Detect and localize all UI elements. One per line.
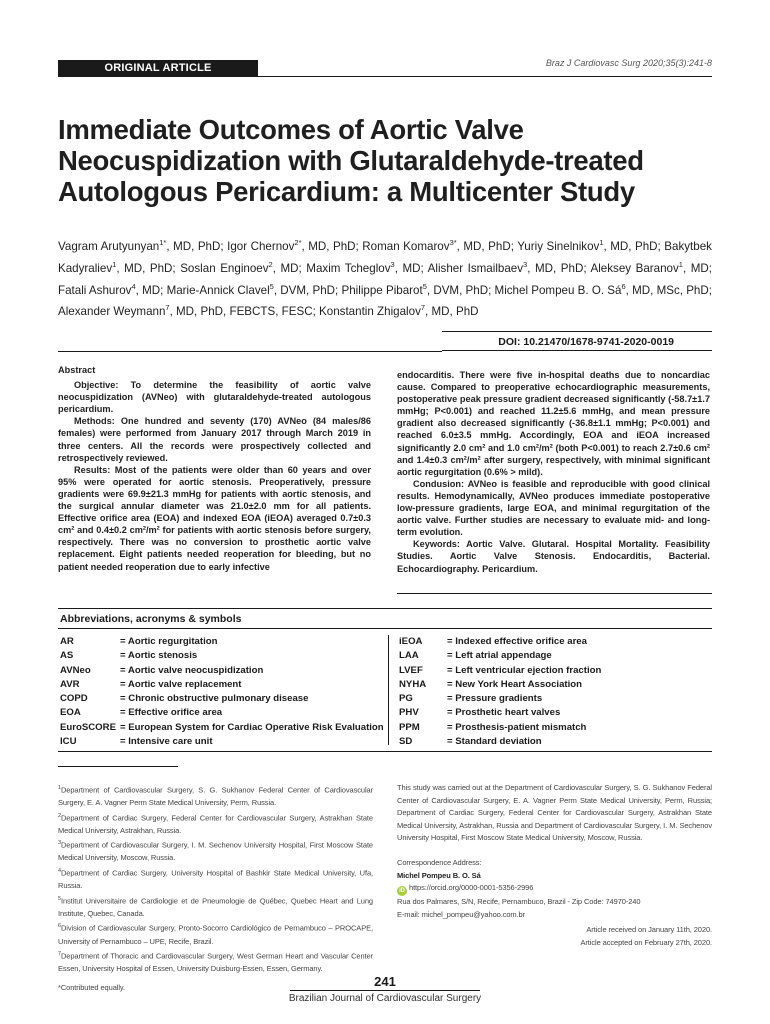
abbreviation-row: LAA = Left atrial appendage — [399, 650, 552, 662]
author-name: Yuriy Sinelnikov — [517, 239, 600, 253]
author-name: Alisher Ismailbaev — [427, 261, 524, 275]
affiliation-item: $^1$Department of Cardiovascular Surgery, S. G. Sukhanov Federal Center of Cardiovascular Surgery, E. A. Vagner Perm State Medical University, Perm, Russia. — [58, 785, 373, 808]
abstract-results: Results: Most of the patients were older than 60 years and over 95% were operated for aortic stenosis. Preoperatively, pressure gradients were 69.9±21.3 mmHg for patients with aortic stenosis, and the surgical annular diameter was 21.0±2.0 mm for all patients. Effective orifice area (EOA) and indexed EOA (iEOA) averaged 0.7±0.3 cm² and 0.4±0.2 cm²/m² for patients with aortic stenosis before surgery, respectively. There was no conversion to prosthetic aortic valve replacement. Eight patients needed reoperation for bleeding, but no patient needed reoperation due to early infective — [58, 464, 371, 572]
doi-link[interactable]: DOI: 10.21470/1678-9741-2020-0019 — [498, 336, 674, 348]
abbreviations-divider — [388, 635, 389, 745]
author-degrees: , MD; — [682, 261, 712, 275]
author-affiliation-number: 1 — [112, 259, 117, 269]
author-name: Maxim Tcheglov — [306, 261, 391, 275]
author-name: Marie-Annick Clavel — [166, 283, 270, 297]
footer-rule — [290, 990, 480, 991]
author-name: Aleksey Baranov — [590, 261, 679, 275]
author-entry — [362, 240, 517, 253]
author-affiliation-number: 1 — [678, 259, 683, 269]
author-name: Fatali Ashurov — [58, 283, 132, 297]
author-degrees: , MD, PhD, FEBCTS, FESC; — [169, 305, 320, 319]
author-affiliation-number: 7 — [165, 303, 170, 313]
author-affiliation-number: 5 — [269, 281, 274, 291]
doi-left-rule — [58, 351, 442, 352]
orcid-line[interactable] — [397, 882, 712, 896]
abbreviation-row: AS = Aortic stenosis — [60, 650, 198, 662]
author-degrees: , MD, PhD; — [301, 239, 363, 253]
author-name: Soslan Enginoev — [180, 261, 269, 275]
author-degrees: , MD, PhD — [425, 305, 479, 319]
abbreviation-row: PG = Pressure gradients — [399, 693, 543, 705]
affiliation-item: $^5$Institut Universitaire de Cardiologie et de Pneumologie de Québec, Quebec Heart and Lung Institute, Quebec, Canada. — [58, 895, 373, 918]
abstract-conclusion: Condusion: AVNeo is feasible and reproducible with good clinical results. Hemodynamically, AVNeo produces immediate postoperative low-pressure gradients, large EOA, and minimal regurgitation of the aortic valve. Further studies are necessary to evaluate mid- and long-term evolution. — [397, 478, 710, 538]
abbreviation-row: AVR = Aortic valve replacement — [60, 678, 242, 690]
abbreviation-row: EOA = Effective orifice area — [60, 707, 223, 719]
abbreviation-row: AVNeo = Aortic valve neocuspidization — [60, 664, 264, 676]
abbreviation-row: ICU = Intensive care unit — [60, 736, 213, 748]
abbreviation-row: AR = Aortic regurgitation — [60, 636, 218, 647]
affiliations-column — [58, 782, 373, 994]
author-affiliation-number: 5 — [422, 281, 427, 291]
author-degrees: , MD; — [272, 261, 307, 275]
author-name: Alexander Weymann — [58, 305, 166, 319]
abstract-left-column — [58, 364, 371, 573]
header-rule — [58, 76, 712, 77]
abbreviations-left-list — [60, 635, 384, 749]
author-affiliation-number: 2* — [294, 238, 302, 247]
author-entry — [494, 281, 712, 297]
footnote-rule — [58, 766, 178, 767]
abstract-methods: Methods: One hundred and seventy (170) AVNeo (84 males/86 females) were performed from January 2017 through March 2019 in three centers. All the records were prospectively collected and retrospectively reviewed. — [58, 416, 371, 463]
author-degrees: , MD, PhD; — [166, 239, 228, 253]
correspondence-email[interactable]: E-mail: michel_pompeu@yahoo.com.br — [397, 909, 526, 919]
author-entry — [319, 305, 478, 318]
author-degrees: , MD; — [394, 261, 428, 275]
author-entry — [517, 240, 664, 253]
author-entry — [58, 305, 319, 318]
abstract-results-continued: endocarditis. There were five in-hospital deaths due to noncardiac cause. Compared to preoperative echocardiographic measurements, postoperative peak pressure gradient decreased significantly (-58.7±1.7 mmHg; P<0.001) and reached 11.2±5.6 mmHg, and mean pressure gradient also decreased significantly (-36.8±1.1 mmHg; P<0.001) and reached 6.0±3.5 mmHg. Accordingly, EOA and iEOA increased significantly 2.0 cm² and 1.0 cm²/m² (both P<0.001) to reach 2.7±0.6 cm² and 1.4±0.3 cm²/m² after surgery, respectively, with minimal significant aortic regurgitation (0.6% > mild). — [397, 370, 710, 477]
author-degrees: , DVM, PhD; — [273, 283, 342, 297]
abstract-objective: Objective: To determine the feasibility of aortic valve neocuspidization (AVNeo) with glutaraldehyde-treated autologous pericardium. — [58, 380, 371, 415]
author-name: Konstantin Zhigalov — [319, 305, 421, 319]
affiliation-item: $^3$Department of Cardiovascular Surgery, I. M. Sechenov University Hospital, First Moscow State Medical University, Moscow, Russia. — [58, 840, 373, 863]
correspondence-address: Rua dos Palmares, S/N, Recife, Pernambuco, Brazil - Zip Code: 74970-240 — [397, 897, 641, 907]
abbreviations-right-list — [399, 635, 699, 749]
author-affiliation-number: 6 — [621, 281, 626, 291]
author-name: Philippe Pibarot — [341, 283, 423, 297]
abbreviation-row: EuroSCORE = European System for Cardiac Operative Risk Evaluation — [60, 721, 384, 733]
abbreviation-row: SD = Standard deviation — [399, 736, 542, 748]
author-entry — [427, 259, 591, 275]
correspondence-column — [397, 782, 712, 950]
correspondence-name: Michel Pompeu B. O. Sá — [397, 870, 481, 880]
author-name: Igor Chernov — [227, 239, 295, 253]
page-number: 241 — [374, 974, 396, 989]
author-entry — [227, 240, 362, 253]
author-affiliation-number: 3* — [449, 238, 457, 247]
abbreviation-row: PPM = Prosthesis-patient mismatch — [399, 721, 587, 733]
author-entry — [166, 281, 342, 297]
author-entry — [180, 259, 307, 275]
author-name: Roman Komarov — [362, 239, 450, 253]
author-name: Bakytbek Kadyraliev — [58, 239, 712, 275]
abbreviation-row: iEOA = Indexed effective orifice area — [399, 636, 587, 647]
author-entry — [590, 259, 712, 275]
abbreviation-row: NYHA = New York Heart Association — [399, 678, 582, 690]
study-location-note: This study was carried out at the Department of Cardiovascular Surgery, S. G. Sukhanov Federal Center of Cardiovascular Surgery, E. A. Vagner Perm State Medical University, Perm, Russia; Department of Cardiac Surgery, Federal Center for Cardiovascular Surgery, Astrakhan State Medical University, Astrakhan, Russia and Department of Cardiovascular Surgery, I. M. Sechenov University Hospital, First Moscow State Medical University, Moscow, Russia. — [397, 783, 712, 843]
received-date: Article received on January 11th, 2020. — [586, 925, 712, 935]
abbreviations-box — [58, 608, 712, 752]
author-affiliation-number: 1* — [159, 238, 167, 247]
correspondence-label: Correspondence Address: — [397, 857, 482, 867]
orcid-link[interactable]: https://orcid.org/0000-0001-5356-2996 — [409, 883, 534, 893]
author-affiliation-number: 7 — [420, 303, 426, 313]
abstract-heading: Abstract — [58, 365, 96, 375]
doi-box — [442, 331, 712, 351]
author-degrees: , MD, PhD; — [116, 261, 181, 275]
abbreviation-row: LVEF = Left ventricular ejection fraction — [399, 664, 602, 676]
author-affiliation-number: 1 — [599, 238, 604, 247]
author-list — [58, 234, 712, 321]
author-degrees: , MD, PhD; — [603, 239, 665, 253]
abstract-right-column — [397, 369, 710, 575]
author-affiliation-number: 3 — [523, 259, 528, 269]
contributed-equally-note: *Contributed equally. — [58, 982, 125, 992]
author-name: Vagram Arutyunyan — [58, 239, 160, 253]
author-affiliation-number: 3 — [390, 259, 395, 269]
author-entry — [306, 259, 428, 275]
abstract-bottom-rule — [397, 593, 712, 594]
author-degrees: , MD, PhD; — [456, 239, 518, 253]
author-degrees: , MD, PhD; — [527, 261, 591, 275]
author-affiliation-number: 2 — [268, 259, 273, 269]
author-entry — [58, 281, 167, 297]
article-type-label: ORIGINAL ARTICLE — [58, 60, 258, 76]
author-name: Michel Pompeu B. O. Sá — [494, 283, 622, 297]
author-degrees: , DVM, PhD; — [426, 283, 495, 297]
author-degrees: , MD; — [135, 283, 167, 297]
author-degrees: , MD, MSc, PhD; — [625, 283, 712, 297]
abbreviation-row: PHV = Prosthetic heart valves — [399, 707, 561, 719]
abbreviations-title: Abbreviations, acronyms & symbols — [58, 609, 712, 629]
affiliation-item: $^4$Department of Cardiac Surgery, University Hospital of Bashkir State Medical University, Ufa, Russia. — [58, 868, 373, 891]
affiliation-item: $^7$Department of Thoracic and Cardiovascular Surgery, West German Heart and Vascular Center Essen, University Hospital of Essen, University Duisburg-Essen, Essen, Germany. — [58, 951, 373, 974]
abbreviation-row: COPD = Chronic obstructive pulmonary disease — [60, 693, 309, 705]
journal-citation: Braz J Cardiovasc Surg 2020;35(3):241-8 — [545, 58, 712, 68]
affiliation-item: $^6$Division of Cardiovascular Surgery, Pronto-Socorro Cardiológico de Pernambuco – PROCAPE, University of Pernambuco – UPE, Recife, Brazil. — [58, 923, 373, 946]
abstract-keywords: Keywords: Aortic Valve. Glutaral. Hospital Mortality. Feasibility Studies. Aortic Valve Stenosis. Endocarditis, Bacterial. Echocardiography. Pericardium. — [397, 539, 710, 574]
journal-name-footer: Brazilian Journal of Cardiovascular Surgery — [288, 993, 482, 1004]
author-affiliation-number: 4 — [131, 281, 136, 291]
orcid-icon: iD — [397, 886, 407, 896]
author-entry — [341, 281, 495, 297]
affiliation-item: $^2$Department of Cardiac Surgery, Federal Center for Cardiovascular Surgery, Astrakhan State Medical University, Astrakhan, Russia. — [58, 812, 373, 835]
author-entry — [58, 240, 227, 253]
accepted-date: Article accepted on February 27th, 2020. — [580, 937, 712, 947]
article-title: Immediate Outcomes of Aortic Valve Neocuspidization with Glutaraldehyde-treated Autologous Pericardium: a Multicenter Study — [58, 114, 644, 207]
